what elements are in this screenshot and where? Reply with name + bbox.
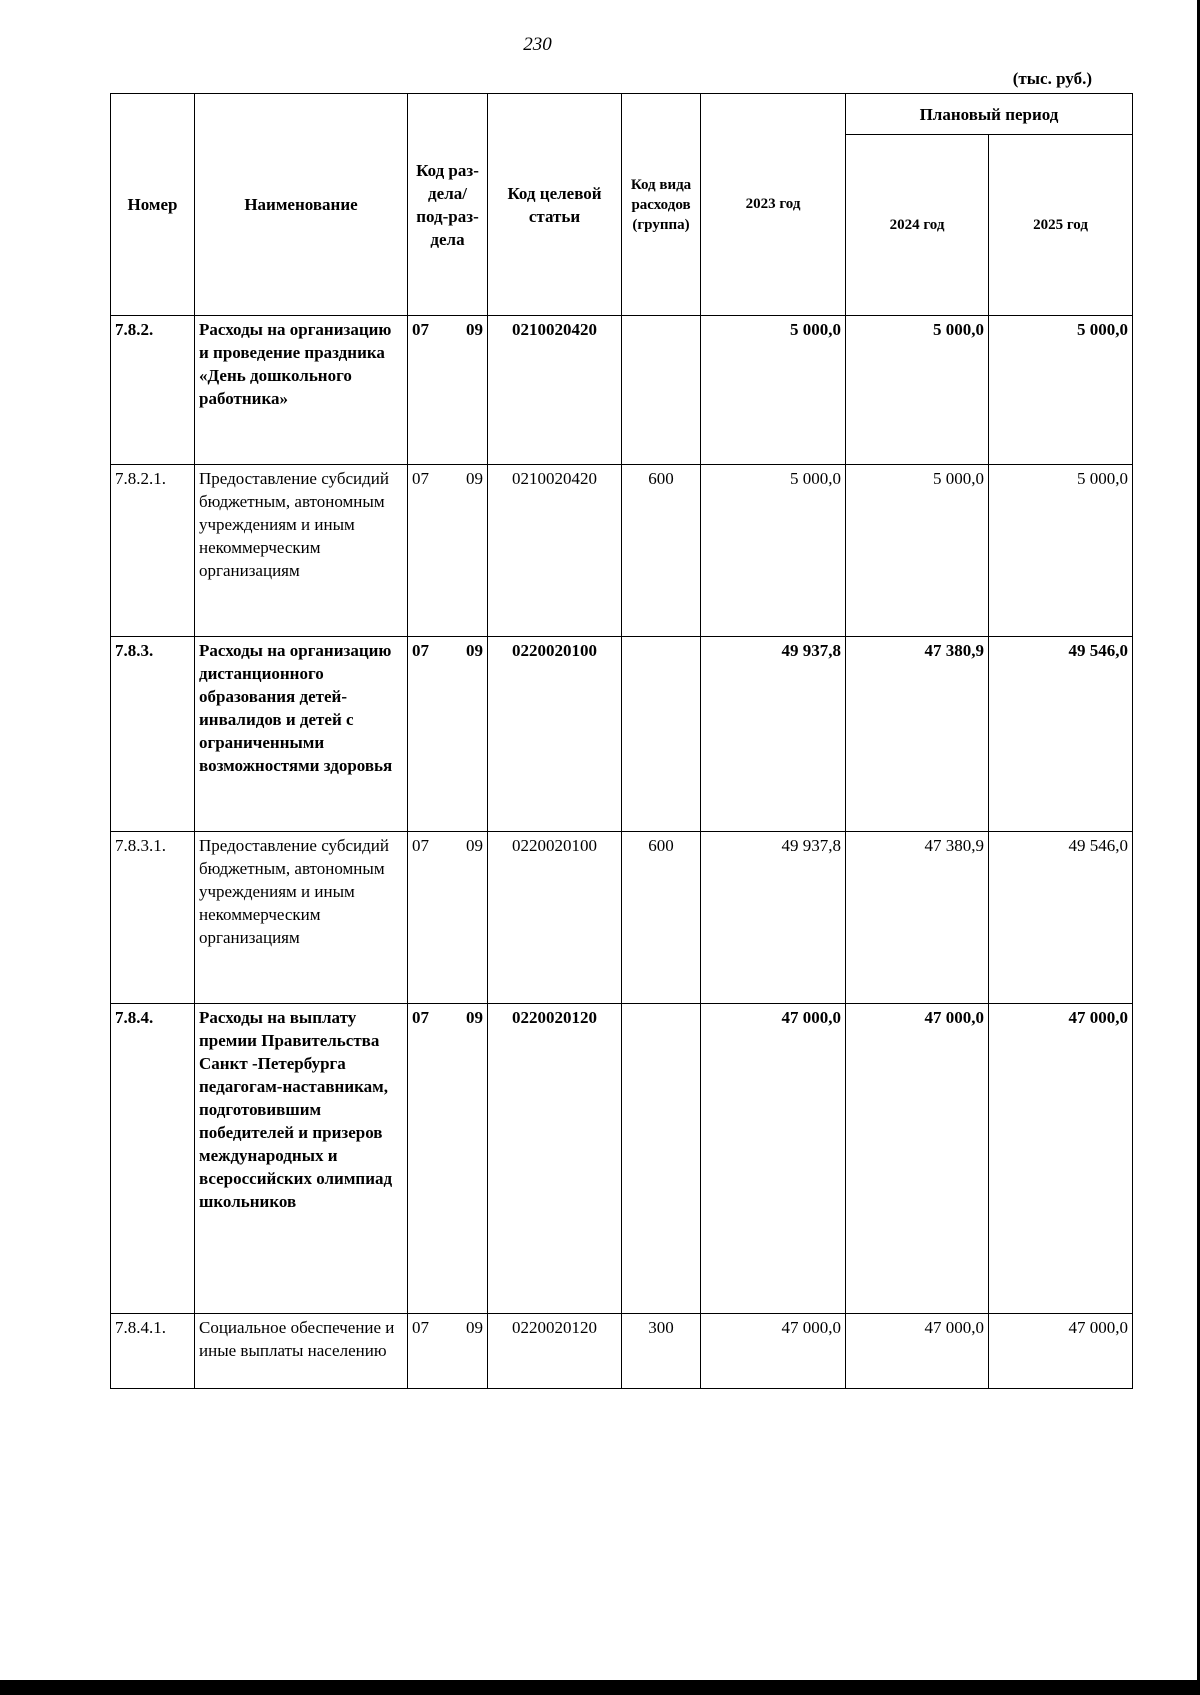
row-target-code: 0220020120	[488, 1314, 622, 1389]
row-2024: 5 000,0	[846, 316, 989, 465]
row-subsection: 09	[466, 641, 483, 660]
table-row	[111, 316, 1133, 465]
row-2025: 49 546,0	[989, 637, 1133, 832]
table-row	[111, 637, 1133, 832]
row-2025: 5 000,0	[989, 316, 1133, 465]
row-section-code	[408, 316, 488, 465]
row-expense-code	[622, 1004, 701, 1314]
row-name: Расходы на организацию и проведение праздника «День дошкольного работника»	[195, 316, 408, 465]
row-expense-code: 600	[622, 465, 701, 637]
row-section: 07	[412, 320, 429, 339]
row-2023: 49 937,8	[701, 637, 846, 832]
row-name: Предоставление субсидий бюджетным, автономным учреждениям и иным некоммерческим организациям	[195, 465, 408, 637]
row-subsection: 09	[466, 469, 483, 488]
row-subsection: 09	[466, 320, 483, 339]
row-expense-code: 600	[622, 832, 701, 1004]
row-subsection: 09	[466, 1318, 483, 1337]
header-number: Номер	[111, 94, 195, 316]
header-target-code: Код целевой статьи	[488, 94, 622, 316]
scan-edge-bottom	[0, 1680, 1200, 1695]
row-section-code	[408, 1314, 488, 1389]
row-2024: 47 380,9	[846, 637, 989, 832]
row-section-code	[408, 637, 488, 832]
row-section-code	[408, 465, 488, 637]
table-header	[111, 94, 1133, 316]
header-expense-code: Код вида расходов (группа)	[622, 94, 701, 316]
header-section-code: Код раз-дела/ под-раз-дела	[408, 94, 488, 316]
row-subsection: 09	[466, 1008, 483, 1027]
row-target-code: 0210020420	[488, 316, 622, 465]
row-target-code: 0220020100	[488, 832, 622, 1004]
table-row	[111, 1314, 1133, 1389]
header-name: Наименование	[195, 94, 408, 316]
table-row	[111, 832, 1133, 1004]
table-row	[111, 465, 1133, 637]
table-row	[111, 1004, 1133, 1314]
row-target-code: 0220020100	[488, 637, 622, 832]
row-2023: 5 000,0	[701, 465, 846, 637]
row-number: 7.8.2.	[111, 316, 195, 465]
row-section-code	[408, 1004, 488, 1314]
row-2023: 47 000,0	[701, 1004, 846, 1314]
row-name: Социальное обеспечение и иные выплаты населению	[195, 1314, 408, 1389]
table-body	[111, 316, 1133, 1389]
row-2024: 47 380,9	[846, 832, 989, 1004]
row-name: Предоставление субсидий бюджетным, автономным учреждениям и иным некоммерческим организациям	[195, 832, 408, 1004]
row-number: 7.8.2.1.	[111, 465, 195, 637]
row-2024: 47 000,0	[846, 1314, 989, 1389]
row-2025: 5 000,0	[989, 465, 1133, 637]
row-section-code	[408, 832, 488, 1004]
row-expense-code	[622, 316, 701, 465]
row-number: 7.8.4.	[111, 1004, 195, 1314]
row-section: 07	[412, 836, 429, 855]
row-2023: 49 937,8	[701, 832, 846, 1004]
row-2025: 47 000,0	[989, 1314, 1133, 1389]
row-expense-code: 300	[622, 1314, 701, 1389]
row-name: Расходы на организацию дистанционного образования детей-инвалидов и детей с ограниченными возможностями здоровья	[195, 637, 408, 832]
header-year-2024: 2024 год	[846, 135, 989, 316]
row-2023: 47 000,0	[701, 1314, 846, 1389]
units-label: (тыс. руб.)	[1012, 69, 1092, 88]
row-section: 07	[412, 641, 429, 660]
row-number: 7.8.3.	[111, 637, 195, 832]
budget-table	[110, 93, 1133, 1389]
header-planning-period: Плановый период	[846, 94, 1133, 135]
header-year-2025: 2025 год	[989, 135, 1133, 316]
page-number: 230	[523, 34, 552, 55]
row-expense-code	[622, 637, 701, 832]
row-name: Расходы на выплату премии Правительства Санкт -Петербурга педагогам-наставникам, подготовившим победителей и призеров международных и всероссийских олимпиад школьников	[195, 1004, 408, 1314]
row-2024: 47 000,0	[846, 1004, 989, 1314]
row-2025: 47 000,0	[989, 1004, 1133, 1314]
header-year-2023: 2023 год	[701, 94, 846, 316]
row-subsection: 09	[466, 836, 483, 855]
row-section: 07	[412, 1008, 429, 1027]
row-2025: 49 546,0	[989, 832, 1133, 1004]
row-2023: 5 000,0	[701, 316, 846, 465]
row-target-code: 0210020420	[488, 465, 622, 637]
row-number: 7.8.3.1.	[111, 832, 195, 1004]
row-2024: 5 000,0	[846, 465, 989, 637]
row-target-code: 0220020120	[488, 1004, 622, 1314]
row-section: 07	[412, 469, 429, 488]
row-number: 7.8.4.1.	[111, 1314, 195, 1389]
row-section: 07	[412, 1318, 429, 1337]
